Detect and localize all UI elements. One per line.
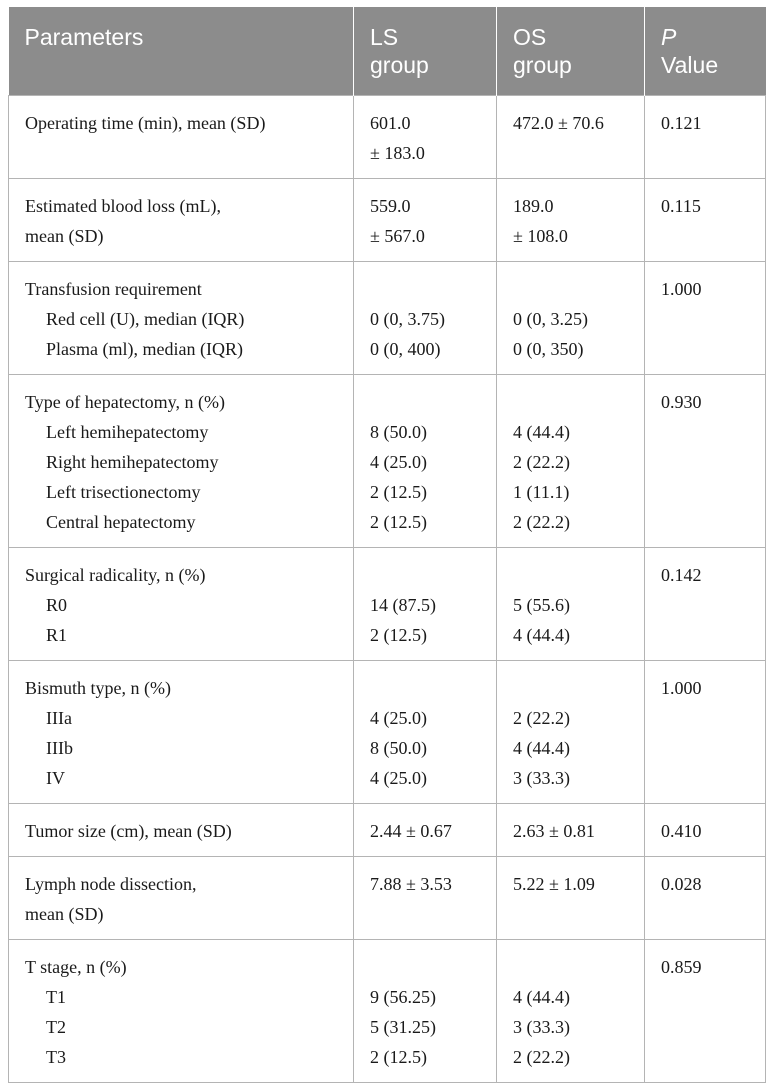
table-body: [9, 96, 766, 1083]
table-row: [9, 179, 766, 262]
p-value-cell: 0.930: [645, 375, 766, 548]
parameter-cell: Estimated blood loss (mL), mean (SD): [9, 179, 354, 262]
p-value-cell: 1.000: [645, 262, 766, 375]
table-row: [9, 661, 766, 804]
ls-value-cell: 601.0 ± 183.0: [354, 96, 497, 179]
table-row: [9, 548, 766, 661]
os-value-cell: 4 (44.4) 2 (22.2) 1 (11.1) 2 (22.2): [497, 375, 645, 548]
table-header: [9, 7, 766, 96]
parameter-cell: Bismuth type, n (%) IIIa IIIb IV: [9, 661, 354, 804]
results-table: [8, 7, 766, 1083]
table-row: [9, 940, 766, 1083]
os-value-cell: 0 (0, 3.25) 0 (0, 350): [497, 262, 645, 375]
parameter-cell: T stage, n (%) T1 T2 T3: [9, 940, 354, 1083]
ls-value-cell: 8 (50.0) 4 (25.0) 2 (12.5) 2 (12.5): [354, 375, 497, 548]
p-value-cell: 0.115: [645, 179, 766, 262]
ls-value-cell: 2.44 ± 0.67: [354, 804, 497, 857]
os-value-cell: 189.0 ± 108.0: [497, 179, 645, 262]
ls-value-cell: 7.88 ± 3.53: [354, 857, 497, 940]
header-os-group: OS group: [497, 7, 645, 96]
p-value-cell: 0.142: [645, 548, 766, 661]
table-row: [9, 262, 766, 375]
os-value-cell: 4 (44.4) 3 (33.3) 2 (22.2): [497, 940, 645, 1083]
parameter-cell: Operating time (min), mean (SD): [9, 96, 354, 179]
p-value-cell: 0.410: [645, 804, 766, 857]
ls-value-cell: 14 (87.5) 2 (12.5): [354, 548, 497, 661]
ls-value-cell: 4 (25.0) 8 (50.0) 4 (25.0): [354, 661, 497, 804]
p-value-cell: 1.000: [645, 661, 766, 804]
parameter-cell: Tumor size (cm), mean (SD): [9, 804, 354, 857]
os-value-cell: 472.0 ± 70.6: [497, 96, 645, 179]
os-value-cell: 2 (22.2) 4 (44.4) 3 (33.3): [497, 661, 645, 804]
header-parameters: Parameters: [9, 7, 354, 96]
os-value-cell: 5.22 ± 1.09: [497, 857, 645, 940]
table-row: [9, 375, 766, 548]
p-value-cell: 0.121: [645, 96, 766, 179]
p-value-cell: 0.028: [645, 857, 766, 940]
parameter-cell: Type of hepatectomy, n (%) Left hemihepatectomy Right hemihepatectomy Left trisectionectomy Central hepatectomy: [9, 375, 354, 548]
os-value-cell: 2.63 ± 0.81: [497, 804, 645, 857]
table-row: [9, 96, 766, 179]
p-value-cell: 0.859: [645, 940, 766, 1083]
os-value-cell: 5 (55.6) 4 (44.4): [497, 548, 645, 661]
header-ls-group: LS group: [354, 7, 497, 96]
ls-value-cell: 0 (0, 3.75) 0 (0, 400): [354, 262, 497, 375]
parameter-cell: Surgical radicality, n (%) R0 R1: [9, 548, 354, 661]
ls-value-cell: 559.0 ± 567.0: [354, 179, 497, 262]
ls-value-cell: 9 (56.25) 5 (31.25) 2 (12.5): [354, 940, 497, 1083]
parameter-cell: Lymph node dissection, mean (SD): [9, 857, 354, 940]
table-row: [9, 804, 766, 857]
table-row: [9, 857, 766, 940]
header-row: [9, 7, 766, 96]
header-p-value: P Value: [645, 7, 766, 96]
parameter-cell: Transfusion requirement Red cell (U), median (IQR) Plasma (ml), median (IQR): [9, 262, 354, 375]
